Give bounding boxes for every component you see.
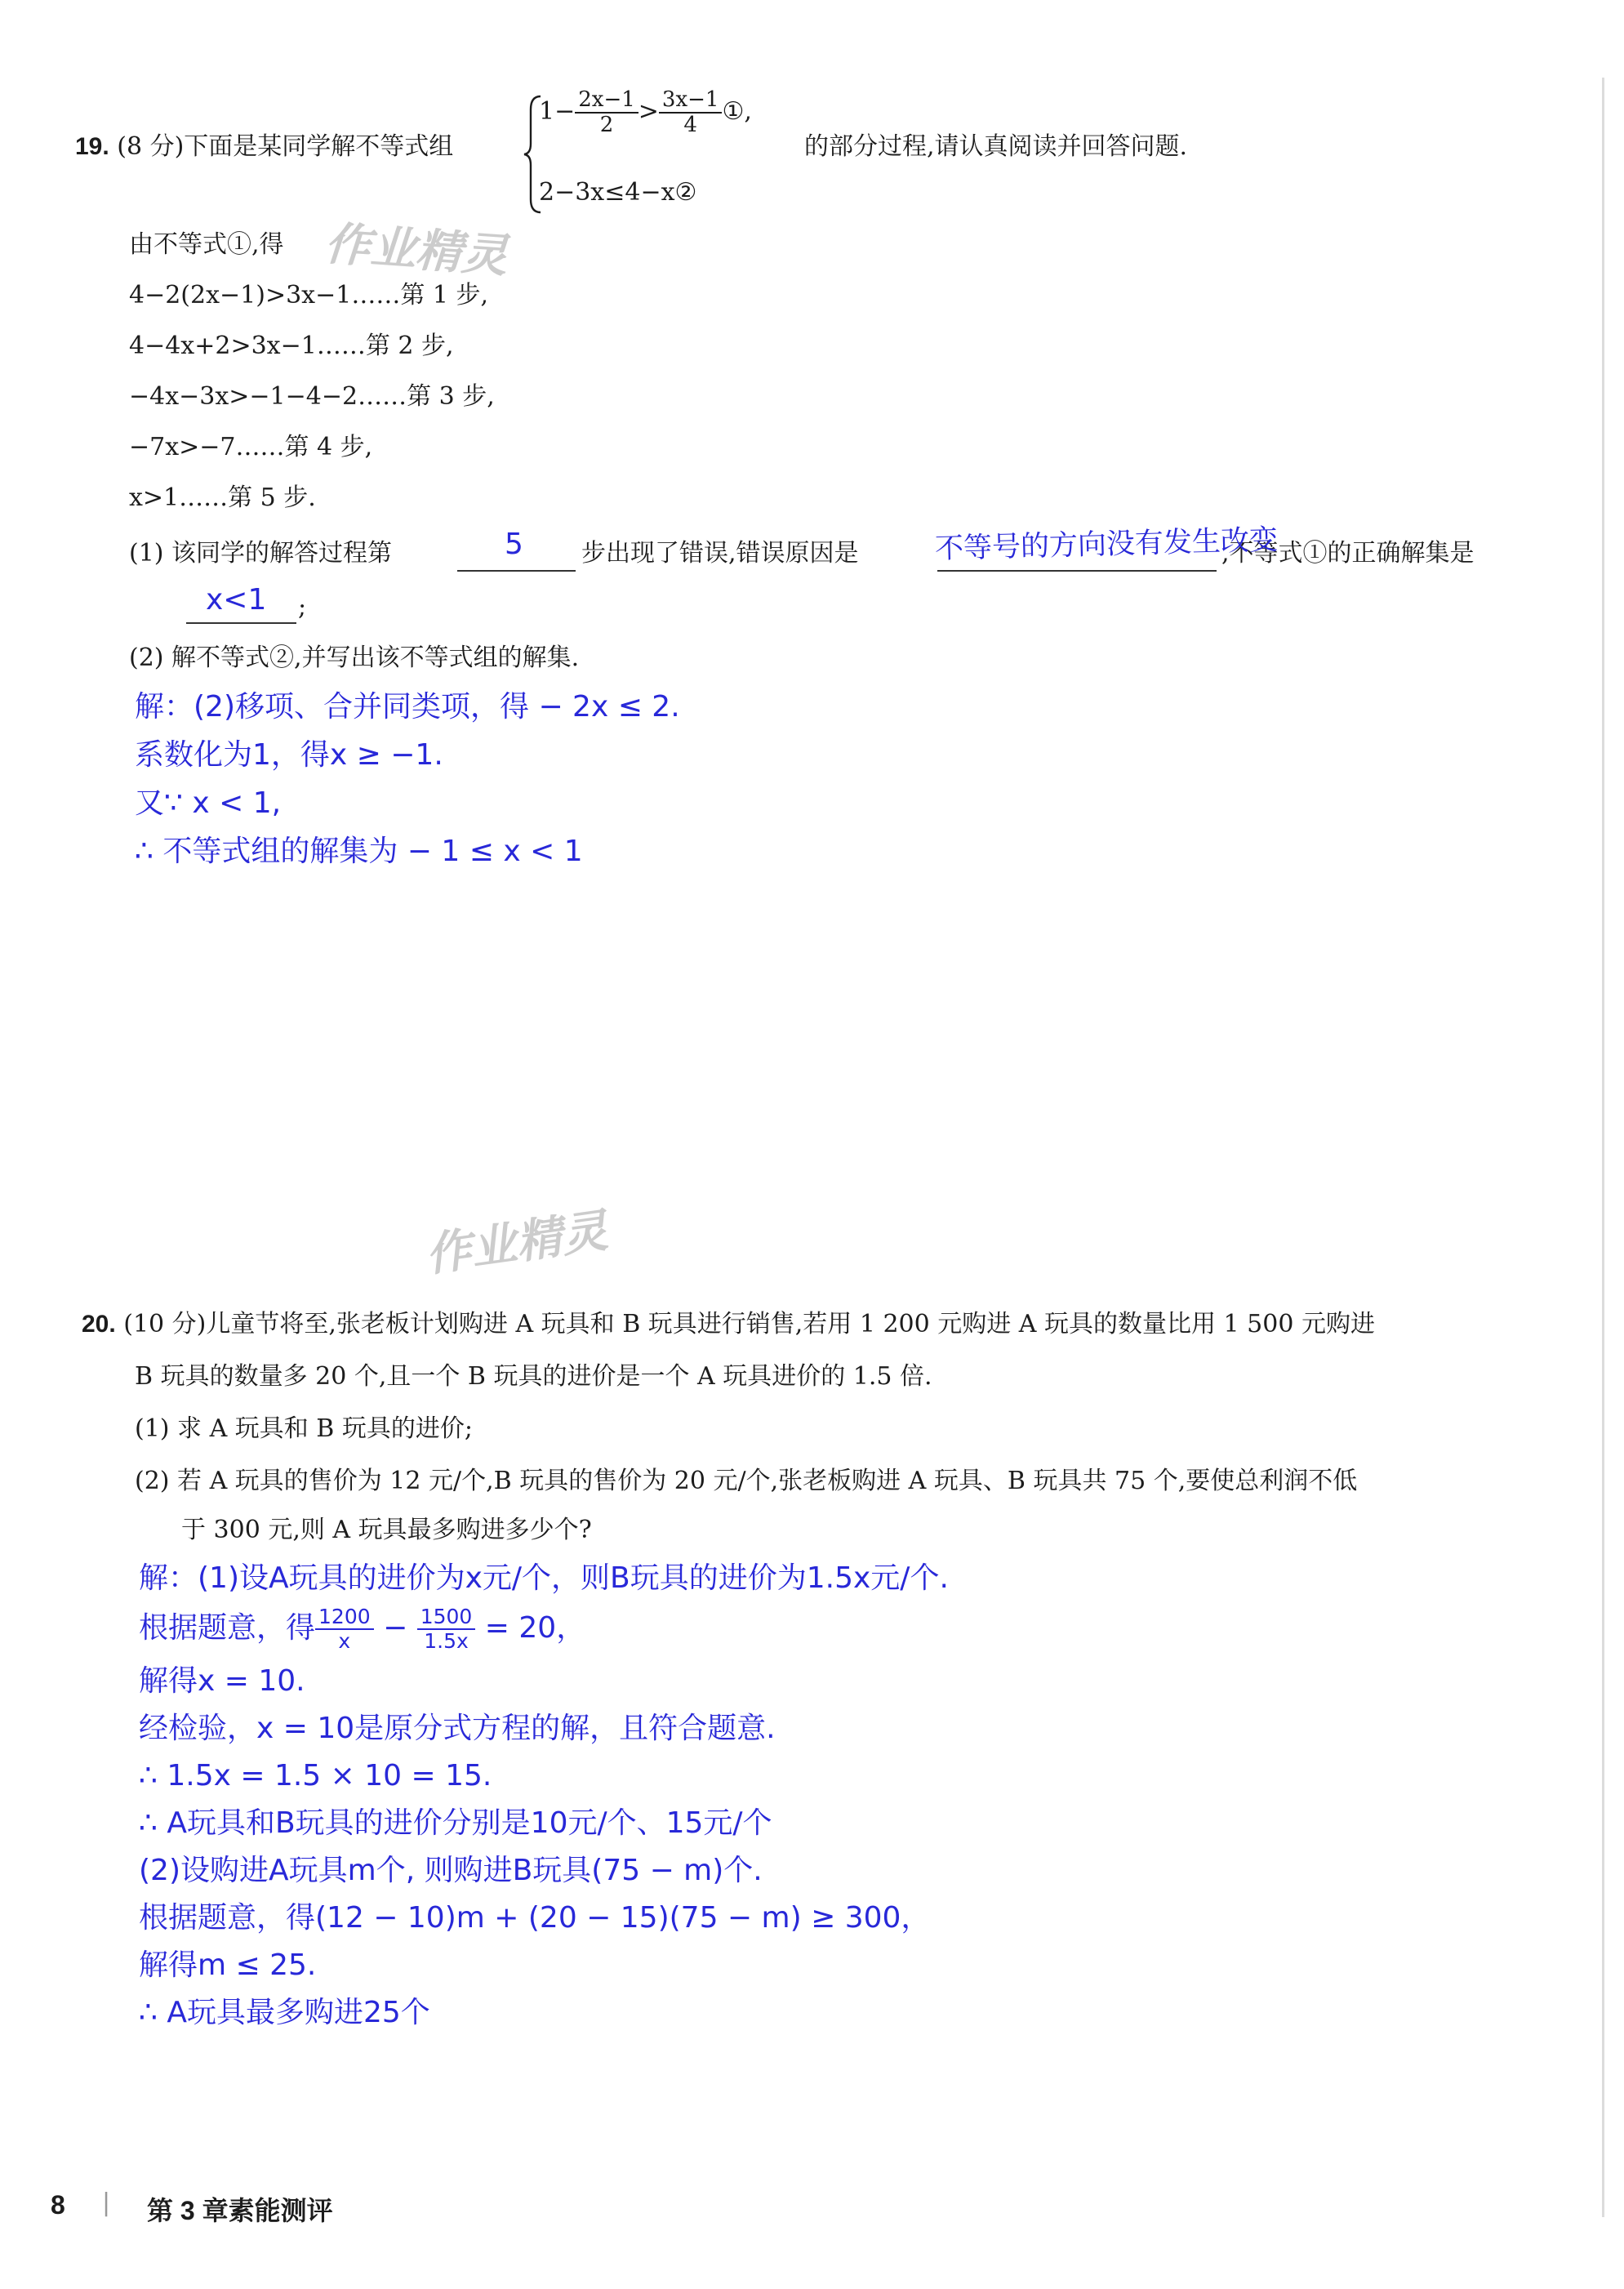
solution-step: 由不等式①,得 <box>129 230 284 259</box>
fraction-1200-over-x <box>315 1605 374 1653</box>
q19-part1-c: ,不等式①的正确解集是 <box>1221 539 1475 568</box>
frac1-num: 1200 <box>315 1605 374 1630</box>
sol2-post: = 20， <box>475 1611 586 1645</box>
solution-step: 4−4x+2>3x−1……第 2 步, <box>129 332 454 360</box>
handwritten-solution-set-answer: x<1 <box>206 583 267 617</box>
solution-line: 经检验，x = 10是原分式方程的解，且符合题意. <box>139 1712 776 1745</box>
q19-points: (8 分) <box>117 132 185 161</box>
solution-step: −7x>−7……第 4 步, <box>129 433 373 461</box>
solution-line: 解得x = 10. <box>139 1664 305 1698</box>
q19-part2: (2) 解不等式②,并写出该不等式组的解集. <box>129 644 580 672</box>
solution-step: 4−2(2x−1)>3x−1……第 1 步, <box>129 281 489 310</box>
q20-sub2-b: 于 300 元,则 A 玩具最多购进多少个? <box>181 1516 592 1544</box>
handwritten-step-answer: 5 <box>505 528 523 561</box>
page-edge-line <box>1602 78 1604 2217</box>
ineq1-frac-b-den: 4 <box>683 113 697 138</box>
inequality-1 <box>539 88 752 137</box>
ineq1-lead: 1− <box>539 97 576 127</box>
q19-part1-b: 步出现了错误,错误原因是 <box>581 539 859 568</box>
solution-line: (2)设购进A玩具m个, 则购进B玩具(75 − m)个. <box>139 1854 763 1887</box>
ineq1-frac-a-den: 2 <box>599 113 614 138</box>
ineq1-fraction-a <box>575 88 638 137</box>
footer-separator: | <box>102 2189 111 2217</box>
solution-line: ∴ A玩具最多购进25个 <box>139 1996 430 2029</box>
q20-line2: B 玩具的数量多 20 个,且一个 B 玩具的进价是一个 A 玩具进价的 1.5 倍. <box>135 1362 932 1391</box>
chapter-title: 第 3 章素能测评 <box>147 2196 333 2225</box>
q20-text-line1: (10 分)儿童节将至,张老板计划购进 A 玩具和 B 玩具进行销售,若用 1 200 元购进 A 玩具的数量比用 1 500 元购进 <box>123 1310 1375 1338</box>
solution-line: ∴ 1.5x = 1.5 × 10 = 15. <box>139 1759 492 1792</box>
q20-number: 20. <box>82 1311 116 1338</box>
ineq1-frac-a-num: 2x−1 <box>575 88 638 114</box>
fraction-1500-over-1-5x <box>417 1605 476 1653</box>
solution-line: 解得m ≤ 25. <box>139 1948 317 1982</box>
solution-line: 解：(2)移项、合并同类项，得 − 2x ≤ 2. <box>135 690 680 724</box>
frac2-num: 1500 <box>417 1605 476 1630</box>
solution-line: ∴ 不等式组的解集为 − 1 ≤ x < 1 <box>135 835 583 868</box>
sol2-op: − <box>373 1611 417 1645</box>
solution-step: x>1……第 5 步. <box>129 483 316 512</box>
solution-step: −4x−3x>−1−4−2……第 3 步, <box>129 382 495 411</box>
answer-blank-step <box>457 570 576 572</box>
q20-line1 <box>82 1307 1375 1343</box>
ineq1-fraction-b <box>659 88 723 137</box>
solution-fraction-line <box>139 1605 585 1653</box>
handwritten-reason-answer: 不等号的方向没有发生改变 <box>934 523 1279 566</box>
ineq1-op: > <box>638 97 659 127</box>
answer-blank-solution-set <box>186 622 296 624</box>
ineq1-mark: ①, <box>722 97 752 127</box>
solution-line: 解：(1)设A玩具的进价为x元/个，则B玩具的进价为1.5x元/个. <box>139 1561 949 1595</box>
ineq1-frac-b-num: 3x−1 <box>659 88 723 114</box>
q19-tail: 的部分过程,请认真阅读并回答问题. <box>804 132 1188 161</box>
page-number: 8 <box>51 2190 65 2220</box>
q19-intro: 下面是某同学解不等式组 <box>184 132 454 161</box>
q20-sub2-a: (2) 若 A 玩具的售价为 12 元/个,B 玩具的售价为 20 元/个,张老板购进 A 玩具、B 玩具共 75 个,要使总利润不低 <box>135 1467 1358 1495</box>
q19-part1-d: ; <box>298 593 307 621</box>
watermark-top: 作业精灵 <box>323 217 509 283</box>
solution-line: ∴ A玩具和B玩具的进价分别是10元/个、15元/个 <box>139 1806 772 1840</box>
q19-stem <box>75 129 453 165</box>
q19-part1-a: (1) 该同学的解答过程第 <box>129 539 393 568</box>
sol2-pre: 根据题意，得 <box>139 1611 316 1645</box>
frac2-den: 1.5x <box>424 1629 469 1653</box>
q19-number: 19. <box>75 133 109 160</box>
solution-line: 根据题意，得(12 − 10)m + (20 − 15)(75 − m) ≥ 300， <box>139 1901 931 1935</box>
solution-line: 系数化为1，得x ≥ −1. <box>135 738 443 772</box>
solution-line: 又∵ x < 1, <box>135 786 282 820</box>
answer-blank-reason <box>937 570 1217 572</box>
frac1-den: x <box>338 1629 351 1653</box>
watermark-middle: 作业精灵 <box>422 1204 612 1283</box>
q20-sub1: (1) 求 A 玩具和 B 玩具的进价; <box>135 1414 473 1443</box>
inequality-2: 2−3x≤4−x② <box>539 178 697 207</box>
